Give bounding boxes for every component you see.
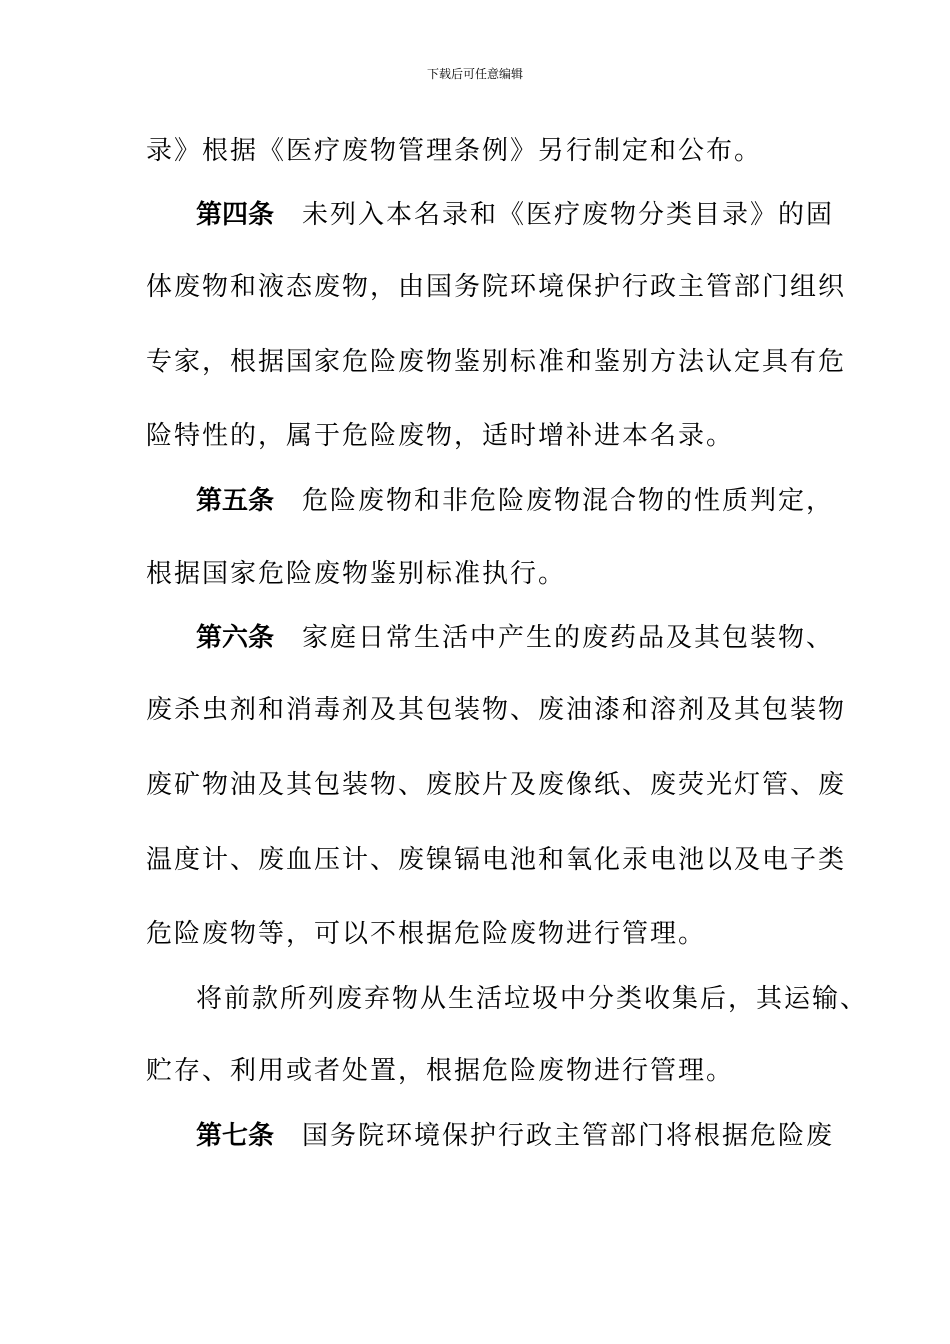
article-5-text: 危险废物和非危险废物混合物的性质判定， bbox=[302, 486, 835, 516]
text-line: 体废物和液态废物，由国务院环境保护行政主管部门组织 bbox=[146, 272, 847, 302]
article-4-line bbox=[196, 198, 834, 232]
article-6-text: 家庭日常生活中产生的废药品及其包装物、 bbox=[302, 623, 835, 653]
article-5-line bbox=[196, 484, 834, 518]
article-4-text: 未列入本名录和《医疗废物分类目录》的固 bbox=[302, 200, 835, 230]
text-line: 温度计、废血压计、废镍镉电池和氧化汞电池以及电子类 bbox=[146, 845, 847, 875]
article-5-heading: 第五条 bbox=[196, 486, 275, 516]
article-7-heading: 第七条 bbox=[196, 1121, 275, 1151]
article-6-line bbox=[196, 621, 834, 655]
article-7-line bbox=[196, 1119, 834, 1153]
page-header-note: 下载后可任意编辑 bbox=[426, 67, 523, 81]
text-line: 将前款所列废弃物从生活垃圾中分类收集后，其运输、 bbox=[196, 984, 869, 1014]
article-4-heading: 第四条 bbox=[196, 200, 275, 230]
text-line: 专家，根据国家危险废物鉴别标准和鉴别方法认定具有危 bbox=[146, 347, 847, 377]
article-6-heading: 第六条 bbox=[196, 623, 275, 653]
text-line: 贮存、利用或者处置，根据危险废物进行管理。 bbox=[146, 1056, 735, 1086]
text-line: 废杀虫剂和消毒剂及其包装物、废油漆和溶剂及其包装物 bbox=[146, 695, 847, 725]
text-line: 险特性的，属于危险废物，适时增补进本名录。 bbox=[146, 421, 735, 451]
text-line: 根据国家危险废物鉴别标准执行。 bbox=[146, 559, 567, 589]
text-line: 危险废物等，可以不根据危险废物进行管理。 bbox=[146, 919, 707, 949]
article-7-text: 国务院环境保护行政主管部门将根据危险废 bbox=[302, 1121, 835, 1151]
text-line: 废矿物油及其包装物、废胶片及废像纸、废荧光灯管、废 bbox=[146, 770, 847, 800]
text-line: 录》根据《医疗废物管理条例》另行制定和公布。 bbox=[146, 136, 763, 166]
